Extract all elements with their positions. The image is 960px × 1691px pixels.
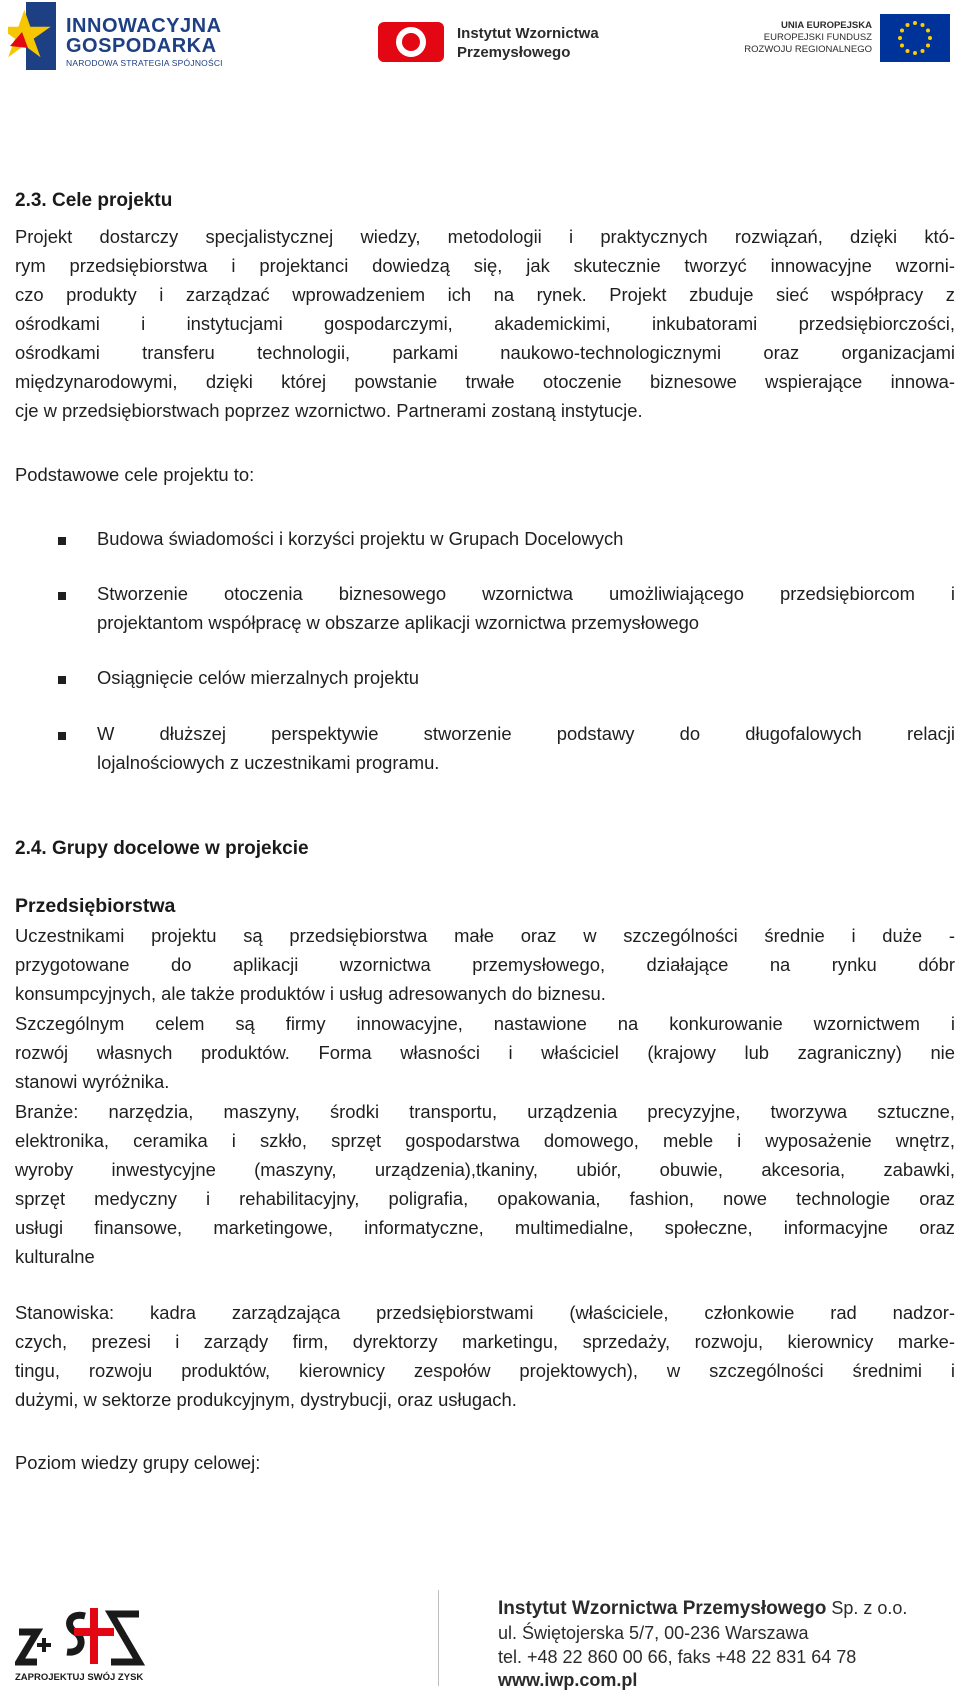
paragraph-line: rym przedsiębiorstwa i projektanci dowiedzą się, jak skutecznie tworzyć innowacyjne wzorni- <box>15 255 955 276</box>
paragraph-line: tingu, rozwoju produktów, kierownicy zespołów projektowych), w szczególności średnimi i <box>15 1360 955 1381</box>
section-2-3-heading: 2.3. Cele projektu <box>15 190 173 211</box>
ig-logo-line1: INNOWACYJNA <box>66 15 222 37</box>
footer-divider <box>438 1590 439 1686</box>
paragraph-line: czych, prezesi i zarządy firm, dyrektorzy marketingu, sprzedaży, rozwoju, kierownicy marke- <box>15 1331 955 1352</box>
ig-logo-line2: GOSPODARKA <box>66 35 217 57</box>
paragraph-line: stanowi wyróżnika. <box>15 1071 170 1092</box>
list-item-line: Osiągnięcie celów mierzalnych projektu <box>97 667 419 688</box>
zaprojektuj-swoj-zysk-logo <box>15 1602 150 1687</box>
paragraph-line: dużymi, w sektorze produkcyjnym, dystrybucji, oraz usługach. <box>15 1389 517 1410</box>
paragraph-line: kulturalne <box>15 1246 95 1267</box>
section-2-4-heading: 2.4. Grupy docelowe w projekcie <box>15 838 309 859</box>
bullet-icon <box>58 676 66 684</box>
paragraph-line: cje w przedsiębiorstwach poprzez wzornictwo. Partnerami zostaną instytucje. <box>15 400 643 421</box>
bullet-icon <box>58 732 66 740</box>
paragraph-line: elektronika, ceramika i szkło, sprzęt gospodarstwa domowego, meble i wyposażenie wnętrz, <box>15 1130 955 1151</box>
bullet-icon <box>58 537 66 545</box>
paragraph-line: wyroby inwestycyjne (maszyny, urządzenia),tkaniny, ubiór, obuwie, akcesoria, zabawki, <box>15 1159 955 1180</box>
paragraph-line: sprzęt medyczny i rehabilitacyjny, poligrafia, opakowania, fashion, nowe technologie oraz <box>15 1188 955 1209</box>
footer-website: www.iwp.com.pl <box>498 1670 638 1690</box>
paragraph-line: międzynarodowymi, dzięki której powstanie trwałe otoczenie biznesowe wspierające innowa- <box>15 371 955 392</box>
paragraph-line: ośrodkami transferu technologii, parkami naukowo-technologicznymi oraz organizacjami <box>15 342 955 363</box>
paragraph-line: czo produkty i zarządzać wprowadzeniem ich na rynek. Projekt zbuduje sieć współpracy z <box>15 284 955 305</box>
footer-company-suffix: Sp. z o.o. <box>826 1598 908 1618</box>
list-item-line: Budowa świadomości i korzyści projektu w Grupach Docelowych <box>97 528 624 549</box>
paragraph-line: Branże: narzędzia, maszyny, środki transportu, urządzenia precyzyjne, tworzywa sztuczne, <box>15 1101 955 1122</box>
paragraph-line: Szczególnym celem są firmy innowacyjne, nastawione na konkurowanie wzornictwem i <box>15 1013 955 1034</box>
eu-logo-line3: ROZWOJU REGIONALNEGO <box>744 44 872 55</box>
list-item-line: lojalnościowych z uczestnikami programu. <box>97 752 440 773</box>
list-item-line: Stworzenie otoczenia biznesowego wzornictwa umożliwiającego przedsiębiorcom i <box>97 583 955 604</box>
ig-logo-line3: NARODOWA STRATEGIA SPÓJNOŚCI <box>66 58 223 68</box>
eu-logo-line2: EUROPEJSKI FUNDUSZ <box>763 32 872 43</box>
eu-logo-line1: UNIA EUROPEJSKA <box>781 20 872 31</box>
page-header <box>0 0 960 80</box>
innowacyjna-gospodarka-logo <box>8 2 223 70</box>
page-footer <box>0 1590 960 1691</box>
paragraph-line: przygotowane do aplikacji wzornictwa przemysłowego, działające na rynku dóbr <box>15 954 955 975</box>
ig-star-icon <box>8 2 56 70</box>
paragraph-line: Uczestnikami projektu są przedsiębiorstwa małe oraz w szczególności średnie i duże - <box>15 925 955 946</box>
iwp-logo <box>378 20 638 66</box>
paragraph-line: Stanowiska: kadra zarządzająca przedsiębiorstwami (właściciele, członkowie rad nadzor- <box>15 1302 955 1323</box>
footer-company <box>498 1598 907 1620</box>
bullet-icon <box>58 592 66 600</box>
iwp-logo-line1: Instytut Wzornictwa <box>457 25 599 42</box>
zsz-mark-icon <box>15 1602 150 1668</box>
eu-flag-icon <box>880 14 950 62</box>
iwp-logo-line2: Przemysłowego <box>457 44 571 61</box>
footer-address: ul. Świętojerska 5/7, 00-236 Warszawa <box>498 1623 809 1643</box>
footer-phone: tel. +48 22 860 00 66, faks +48 22 831 64 78 <box>498 1647 857 1667</box>
eu-logo <box>740 14 950 66</box>
paragraph-line: ośrodkami i instytucjami gospodarczymi, akademickimi, inkubatorami przedsiębiorczości, <box>15 313 955 334</box>
zsz-logo-text: ZAPROJEKTUJ SWÓJ ZYSK <box>15 1672 144 1683</box>
eu-logo-text <box>744 20 872 56</box>
list-item-line: W dłuższej perspektywie stworzenie podstawy do długofalowych relacji <box>97 723 955 744</box>
paragraph-line: Projekt dostarczy specjalistycznej wiedzy, metodologii i praktycznych rozwiązań, dzięki któ- <box>15 226 955 247</box>
list-item-line: projektantom współpracę w obszarze aplikacji wzornictwa przemysłowego <box>97 612 700 633</box>
subheading-przedsiebiorstwa: Przedsiębiorstwa <box>15 895 176 917</box>
paragraph-line: rozwój własnych produktów. Forma własności i właściciel (krajowy lub zagraniczny) nie <box>15 1042 955 1063</box>
goals-intro: Podstawowe cele projektu to: <box>15 464 255 485</box>
iwp-mark-icon <box>378 20 444 64</box>
paragraph-line: konsumpcyjnych, ale także produktów i usług adresowanych do biznesu. <box>15 983 606 1004</box>
paragraph-line: usługi finansowe, marketingowe, informatyczne, multimedialne, społeczne, informacyjne oraz <box>15 1217 955 1238</box>
footer-company-name: Instytut Wzornictwa Przemysłowego <box>498 1598 827 1619</box>
knowledge-level-label: Poziom wiedzy grupy celowej: <box>15 1452 261 1473</box>
